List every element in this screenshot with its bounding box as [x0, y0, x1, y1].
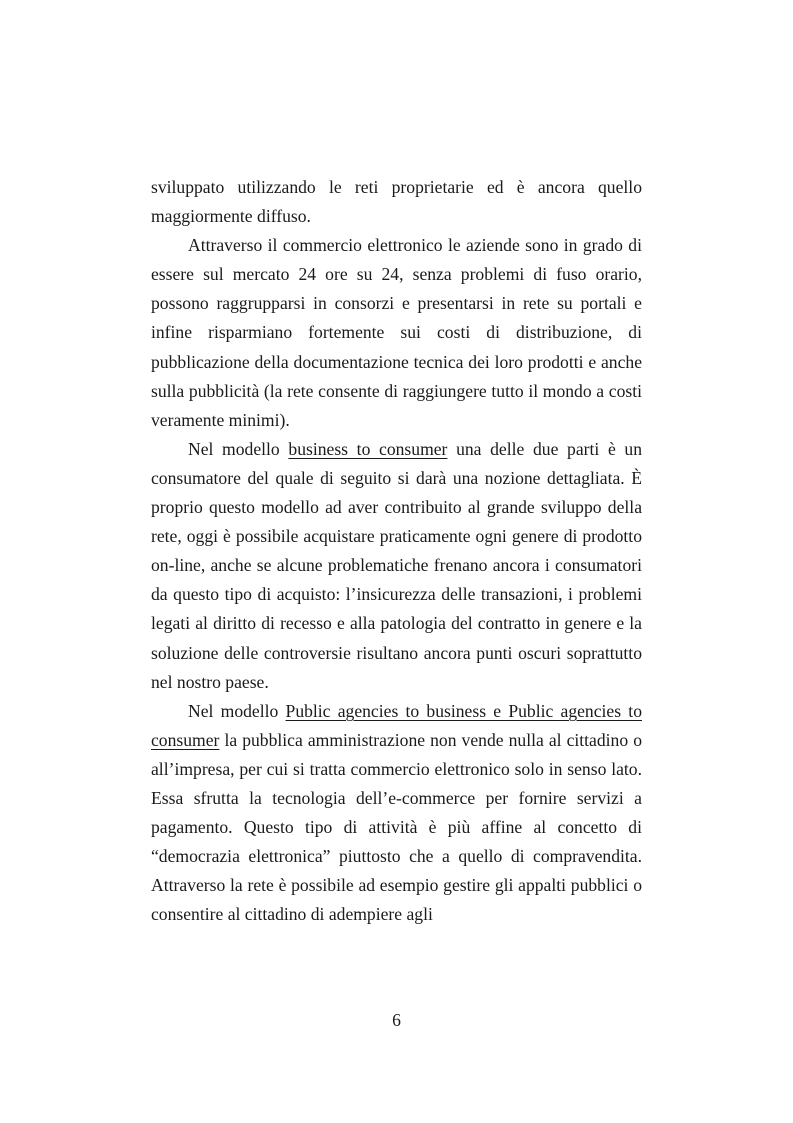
paragraph-4-lead: Nel modello — [188, 700, 286, 721]
term-business-to-consumer: business to consumer — [288, 438, 448, 459]
paragraph-1-text: sviluppato utilizzando le reti proprietarie ed è ancora quello maggiormente diffuso. — [151, 177, 642, 227]
paragraph-2 — [151, 231, 642, 435]
paragraph-2-text: Attraverso il commercio elettronico le aziende sono in grado di essere sul mercato 24 ore su 24, senza problemi di fuso orario, possono raggrupparsi in consorzi e presentarsi in rete su portali e infine risparmiano fortemente sui costi di distribuzione, di pubblicazione della documentazione tecnica dei loro prodotti e anche sulla pubblicità (la rete consente di raggiungere tutto il mondo a costi veramente minimi). — [151, 235, 642, 430]
body-text — [151, 173, 642, 929]
term-public-agencies: Public agencies to business e Public agencies to consumer — [151, 700, 642, 750]
paragraph-3-body: una delle due parti è un consumatore del quale di seguito si darà una nozione dettagliata. È proprio questo modello ad aver contribuito al grande sviluppo della rete, oggi è possibile acquistare praticamente ogni genere di prodotto on-line, anche se alcune problematiche frenano ancora i consumatori da questo tipo di acquisto: l’insicurezza delle transazioni, i problemi legati al diritto di recesso e alla patologia del contratto in genere e la soluzione delle controversie risultano ancora punti oscuri soprattutto nel nostro paese. — [151, 438, 642, 692]
paragraph-4-body: la pubblica amministrazione non vende nulla al cittadino o all’impresa, per cui si tratta commercio elettronico solo in senso lato. Essa sfrutta la tecnologia dell’e-commerce per fornire servizi a pagamento. Questo tipo di attività è più affine al concetto di “democrazia elettronica” piuttosto che a quello di compravendita. Attraverso la rete è possibile ad esempio gestire gli appalti pubblici o consentire al cittadino di adempiere agli — [151, 729, 642, 925]
paragraph-3 — [151, 435, 642, 697]
page-number: 6 — [392, 1010, 401, 1030]
paragraph-4 — [151, 697, 642, 930]
paragraph-1 — [151, 173, 642, 231]
paragraph-3-lead: Nel modello — [188, 438, 289, 459]
